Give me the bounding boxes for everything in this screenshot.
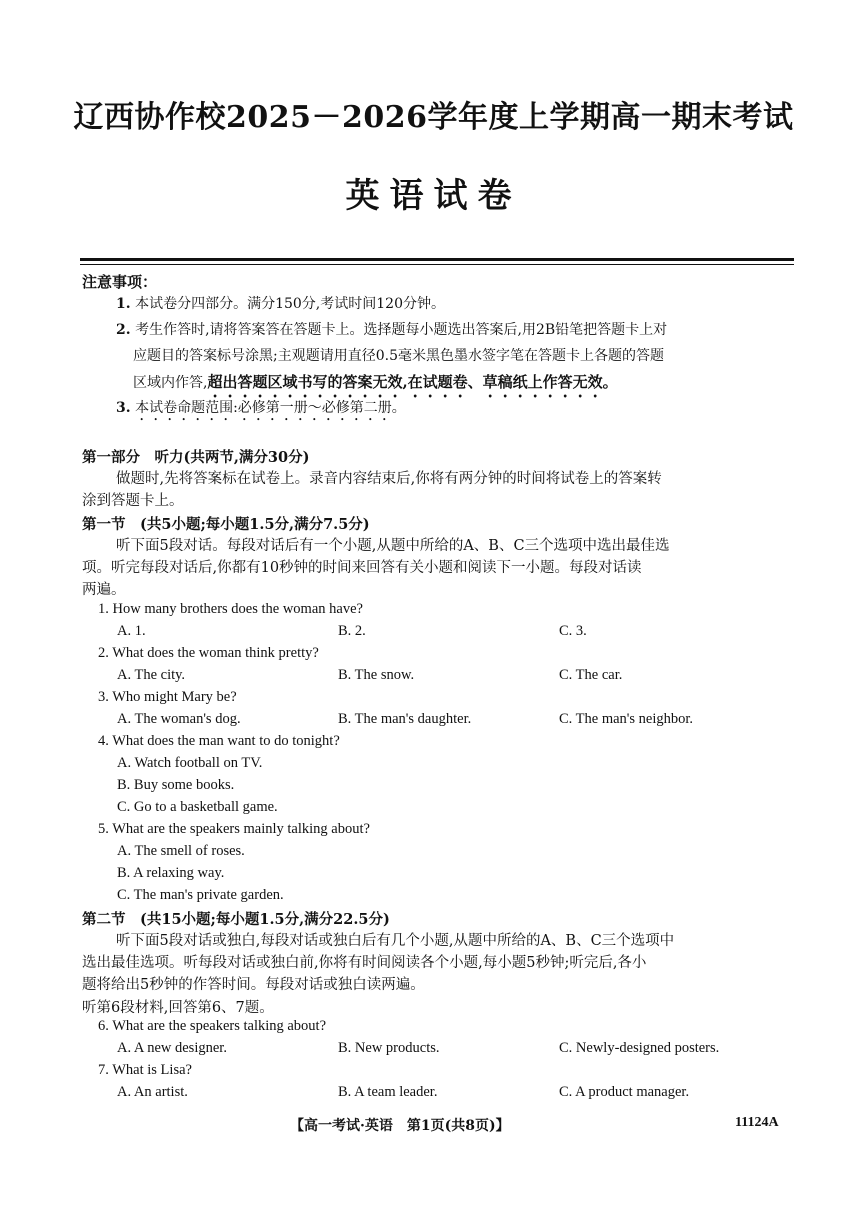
question-1: 1. How many brothers does the woman have? <box>98 601 363 617</box>
section1-heading: 第一节 (共5小题;每小题1.5分,满分7.5分) <box>82 516 370 533</box>
notice-item-2 <box>116 317 806 401</box>
section2-instructions <box>82 930 796 996</box>
q7-option-c: C. A product manager. <box>559 1084 690 1100</box>
notice-item-3 <box>116 395 806 424</box>
q6-option-a: A. A new designer. <box>117 1040 227 1056</box>
section1-line-2: 项。听完每段对话后,你都有10秒钟的时间来回答有关小题和阅读下一小题。每段对话读 <box>82 560 642 576</box>
part1-intro-line-1: 做题时,先将答案标在试卷上。录音内容结束后,你将有两分钟的时间将试卷上的答案转 <box>116 471 662 487</box>
part1-heading: 第一部分 听力(共两节,满分30分) <box>82 449 310 466</box>
q7-option-a: A. An artist. <box>117 1084 188 1100</box>
q2-option-b: B. The snow. <box>338 667 415 683</box>
notice-item-3-text: 本试卷命题范围:必修第一册～必修第二册。 <box>135 400 406 416</box>
question-5: 5. What are the speakers mainly talking about? <box>98 821 370 837</box>
notice-item-2-line-3a: 区域内作答, <box>133 375 208 391</box>
notice-item-1 <box>116 291 806 317</box>
section2-line-1: 听下面5段对话或独白,每段对话或独白后有几个小题,从题中所给的A、B、C三个选项中 <box>116 933 675 949</box>
q4-option-b: B. Buy some books. <box>117 777 235 793</box>
footer-code: 11124A <box>735 1115 779 1130</box>
section1-instructions <box>82 535 796 601</box>
notice-item-2-number: 2. <box>116 322 131 338</box>
part1-intro <box>82 468 796 512</box>
section1-line-3: 两遍。 <box>82 582 126 598</box>
section2-line-3: 题将给出5秒钟的作答时间。每段对话或独白读两遍。 <box>82 977 425 993</box>
notice-item-1-text: 本试卷分四部分。满分150分,考试时间120分钟。 <box>135 296 445 312</box>
notice-item-1-number: 1. <box>116 296 131 312</box>
question-6: 6. What are the speakers talking about? <box>98 1018 327 1034</box>
header-rule-thick <box>80 258 794 261</box>
q5-option-b: B. A relaxing way. <box>117 865 225 881</box>
footer-label: 【高一考试·英语 第1页(共8页)】 <box>290 1118 510 1134</box>
q3-option-c: C. The man's neighbor. <box>559 711 694 727</box>
q5-option-c: C. The man's private garden. <box>117 887 284 903</box>
q1-option-c: C. 3. <box>559 623 587 639</box>
q4-option-a: A. Watch football on TV. <box>117 755 263 771</box>
part1-intro-line-2: 涂到答题卡上。 <box>82 493 184 509</box>
notice-item-2-emphasis: 超出答题区域书写的答案无效,在试题卷、草稿纸上作答无效。 <box>207 373 618 391</box>
exam-title: 辽西协作校2025－2026学年度上学期高一期末考试 <box>73 100 794 135</box>
section2-heading: 第二节 (共15小题;每小题1.5分,满分22.5分) <box>82 911 390 928</box>
q1-option-b: B. 2. <box>338 623 366 639</box>
notice-item-2-line-2: 应题目的答案标号涂黑;主观题请用直径0.5毫米黑色墨水签字笔在答题卡上各题的答题 <box>133 348 664 364</box>
q3-option-b: B. The man's daughter. <box>338 711 472 727</box>
question-4: 4. What does the man want to do tonight? <box>98 733 340 749</box>
question-3: 3. Who might Mary be? <box>98 689 237 705</box>
header-rule-thin <box>80 264 794 265</box>
q1-option-a: A. 1. <box>117 623 146 639</box>
material-6-heading: 听第6段材料,回答第6、7题。 <box>82 1000 274 1016</box>
q5-option-a: A. The smell of roses. <box>117 843 245 859</box>
exam-subtitle: 英语试卷 <box>345 176 522 216</box>
q4-option-c: C. Go to a basketball game. <box>117 799 278 815</box>
q6-option-b: B. New products. <box>338 1040 440 1056</box>
notice-item-3-number: 3. <box>116 400 131 416</box>
q7-option-b: B. A team leader. <box>338 1084 438 1100</box>
question-2: 2. What does the woman think pretty? <box>98 645 319 661</box>
q3-option-a: A. The woman's dog. <box>117 711 241 727</box>
question-7: 7. What is Lisa? <box>98 1062 192 1078</box>
notice-title: 注意事项： <box>82 273 158 291</box>
notice-item-2-line-1: 考生作答时,请将答案答在答题卡上。选择题每小题选出答案后,用2B铅笔把答题卡上对 <box>135 322 668 338</box>
section1-line-1: 听下面5段对话。每段对话后有一个小题,从题中所给的A、B、C三个选项中选出最佳选 <box>116 538 670 554</box>
q2-option-a: A. The city. <box>117 667 186 683</box>
q6-option-c: C. Newly-designed posters. <box>559 1040 720 1056</box>
q2-option-c: C. The car. <box>559 667 623 683</box>
section2-line-2: 选出最佳选项。听每段对话或独白前,你将有时间阅读各个小题,每小题5秒钟;听完后,各小 <box>82 955 647 971</box>
